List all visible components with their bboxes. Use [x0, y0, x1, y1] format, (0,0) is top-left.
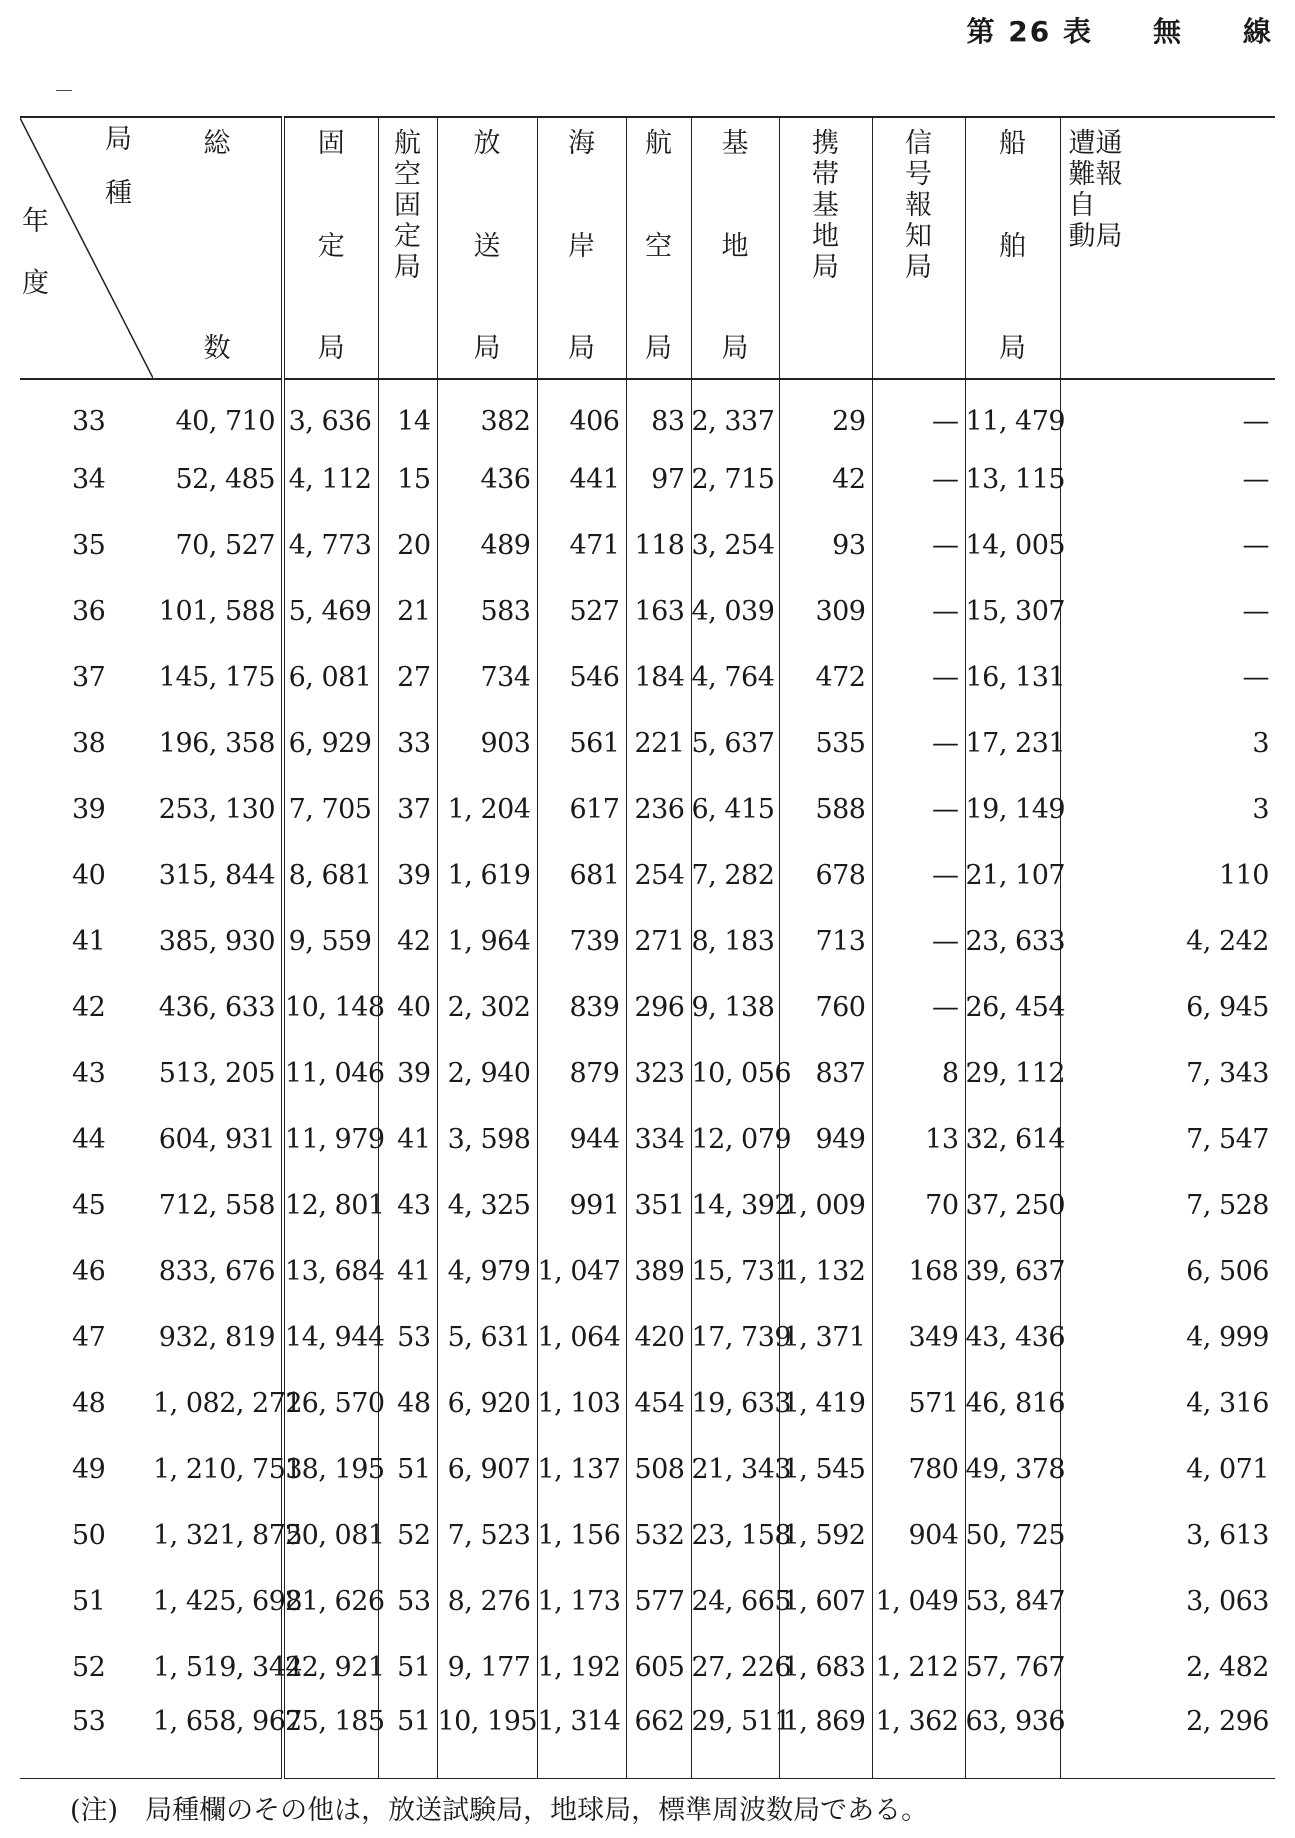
value-cell: 6, 081: [283, 644, 378, 710]
value-cell: 70, 527: [175, 529, 275, 561]
value-cell: —: [1060, 578, 1275, 644]
value-cell: 41: [378, 1238, 437, 1304]
value-cell: 1, 362: [872, 1700, 965, 1779]
col-header-signal-report: 信 号 報 知 局: [872, 117, 965, 379]
value-cell: 51: [378, 1634, 437, 1700]
value-cell: 12, 079: [691, 1106, 779, 1172]
value-cell: 19, 633: [691, 1370, 779, 1436]
corner-label-year: 年: [22, 206, 49, 237]
value-cell: 5, 469: [283, 578, 378, 644]
table-row: [20, 1634, 1275, 1700]
value-cell: 48: [378, 1370, 437, 1436]
value-cell: 577: [626, 1568, 691, 1634]
value-cell: 3: [1060, 710, 1275, 776]
value-cell: 1, 683: [779, 1634, 872, 1700]
value-cell: 605: [626, 1634, 691, 1700]
value-cell: 50, 725: [965, 1502, 1060, 1568]
value-cell: 4, 999: [1060, 1304, 1275, 1370]
value-cell: 101, 588: [158, 595, 275, 627]
year-cell: 37: [72, 661, 106, 693]
year-cell: 44: [72, 1123, 106, 1155]
value-cell: 42: [779, 446, 872, 512]
value-cell: 1, 192: [537, 1634, 626, 1700]
value-cell: —: [872, 974, 965, 1040]
col-header-distress-auto: 遭通 難報 自 動局: [1060, 117, 1275, 379]
value-cell: 2, 296: [1060, 1700, 1275, 1779]
year-cell: 43: [72, 1057, 106, 1089]
value-cell: 14, 944: [283, 1304, 378, 1370]
value-cell: 315, 844: [158, 859, 275, 891]
value-cell: 21: [378, 578, 437, 644]
value-cell: 10, 056: [691, 1040, 779, 1106]
value-cell: 21, 343: [691, 1436, 779, 1502]
value-cell: 1, 132: [779, 1238, 872, 1304]
value-cell: 7, 343: [1060, 1040, 1275, 1106]
corner-label-type: 種: [105, 178, 132, 209]
table-row: [20, 446, 1275, 512]
value-cell: 837: [779, 1040, 872, 1106]
value-cell: 1, 212: [872, 1634, 965, 1700]
year-cell: 41: [72, 925, 106, 957]
value-cell: 8, 183: [691, 908, 779, 974]
col-header-ship: 船 舶 局: [965, 117, 1060, 379]
value-cell: 4, 071: [1060, 1436, 1275, 1502]
value-cell: 1, 425, 698: [153, 1585, 303, 1617]
value-cell: 1, 210, 753: [153, 1453, 303, 1485]
value-cell: 1, 314: [537, 1700, 626, 1779]
table-row: [20, 1502, 1275, 1568]
value-cell: 739: [537, 908, 626, 974]
table-row: [20, 644, 1275, 710]
value-cell: 1, 658, 967: [153, 1706, 303, 1737]
value-cell: 15, 307: [965, 578, 1060, 644]
table-body: [20, 379, 1275, 1779]
diagonal-divider: [20, 118, 153, 378]
value-cell: 16, 131: [965, 644, 1060, 710]
value-cell: 52, 485: [175, 463, 275, 495]
value-cell: 53: [378, 1568, 437, 1634]
value-cell: 546: [537, 644, 626, 710]
value-cell: —: [1060, 644, 1275, 710]
value-cell: —: [872, 644, 965, 710]
value-cell: 3, 636: [283, 379, 378, 446]
year-cell: 39: [72, 793, 106, 825]
value-cell: 37: [378, 776, 437, 842]
value-cell: 2, 337: [691, 379, 779, 446]
value-cell: 1, 545: [779, 1436, 872, 1502]
value-cell: 40: [378, 974, 437, 1040]
value-cell: 932, 819: [158, 1321, 275, 1353]
value-cell: 1, 619: [437, 842, 537, 908]
year-cell: 33: [72, 405, 106, 437]
year-cell: 36: [72, 595, 106, 627]
value-cell: 39, 637: [965, 1238, 1060, 1304]
table-row: [20, 578, 1275, 644]
value-cell: 588: [779, 776, 872, 842]
table-row: [20, 1106, 1275, 1172]
year-cell: 38: [72, 727, 106, 759]
value-cell: 221: [626, 710, 691, 776]
value-cell: 110: [1060, 842, 1275, 908]
year-cell: 40: [72, 859, 106, 891]
value-cell: 583: [437, 578, 537, 644]
value-cell: —: [1060, 446, 1275, 512]
value-cell: 184: [626, 644, 691, 710]
value-cell: 7, 282: [691, 842, 779, 908]
value-cell: 604, 931: [158, 1123, 275, 1155]
value-cell: 1, 607: [779, 1568, 872, 1634]
value-cell: 11, 046: [283, 1040, 378, 1106]
value-cell: 29: [779, 379, 872, 446]
value-cell: 454: [626, 1370, 691, 1436]
value-cell: 21, 626: [283, 1568, 378, 1634]
value-cell: 4, 039: [691, 578, 779, 644]
year-cell: 52: [72, 1651, 106, 1683]
value-cell: 42: [378, 908, 437, 974]
value-cell: —: [1060, 512, 1275, 578]
value-cell: 49, 378: [965, 1436, 1060, 1502]
value-cell: 6, 920: [437, 1370, 537, 1436]
value-cell: 508: [626, 1436, 691, 1502]
value-cell: 323: [626, 1040, 691, 1106]
value-cell: —: [872, 776, 965, 842]
value-cell: 4, 979: [437, 1238, 537, 1304]
value-cell: 63, 936: [965, 1700, 1060, 1779]
value-cell: 271: [626, 908, 691, 974]
col-header-aeronautical-fixed: 航 空 固 定 局: [378, 117, 437, 379]
value-cell: 29, 511: [691, 1700, 779, 1779]
value-cell: 40, 710: [175, 405, 275, 437]
value-cell: 5, 631: [437, 1304, 537, 1370]
value-cell: 145, 175: [158, 661, 275, 693]
year-cell: 51: [72, 1585, 106, 1617]
value-cell: 29, 112: [965, 1040, 1060, 1106]
value-cell: 27, 226: [691, 1634, 779, 1700]
value-cell: 1, 204: [437, 776, 537, 842]
value-cell: 904: [872, 1502, 965, 1568]
value-cell: 23, 633: [965, 908, 1060, 974]
value-cell: 168: [872, 1238, 965, 1304]
value-cell: 780: [872, 1436, 965, 1502]
value-cell: 949: [779, 1106, 872, 1172]
value-cell: 12, 801: [283, 1172, 378, 1238]
corner-label-fiscal: 度: [22, 268, 49, 299]
col-header-total: 総 数: [203, 128, 231, 364]
value-cell: 681: [537, 842, 626, 908]
value-cell: 236: [626, 776, 691, 842]
value-cell: 420: [626, 1304, 691, 1370]
value-cell: 678: [779, 842, 872, 908]
value-cell: 2, 715: [691, 446, 779, 512]
value-cell: 5, 637: [691, 710, 779, 776]
value-cell: 70: [872, 1172, 965, 1238]
value-cell: —: [872, 908, 965, 974]
value-cell: 561: [537, 710, 626, 776]
value-cell: 309: [779, 578, 872, 644]
value-cell: 1, 519, 344: [153, 1651, 303, 1683]
corner-header: [20, 117, 153, 379]
year-cell: 53: [72, 1706, 106, 1737]
value-cell: 39: [378, 842, 437, 908]
table-row: [20, 1304, 1275, 1370]
corner-label-station: 局: [105, 124, 132, 155]
value-cell: 7, 705: [283, 776, 378, 842]
value-cell: 43: [378, 1172, 437, 1238]
col-header-coast: 海 岸 局: [537, 117, 626, 379]
margin-mark: [56, 90, 72, 91]
value-cell: 2, 482: [1060, 1634, 1275, 1700]
value-cell: 734: [437, 644, 537, 710]
radio-stations-table: [20, 116, 1275, 1779]
value-cell: 6, 907: [437, 1436, 537, 1502]
value-cell: 46, 816: [965, 1370, 1060, 1436]
value-cell: 879: [537, 1040, 626, 1106]
year-cell: 50: [72, 1519, 106, 1551]
value-cell: 51: [378, 1436, 437, 1502]
value-cell: —: [872, 842, 965, 908]
value-cell: 10, 195: [437, 1700, 537, 1779]
value-cell: 527: [537, 578, 626, 644]
value-cell: 25, 185: [283, 1700, 378, 1779]
value-cell: 2, 940: [437, 1040, 537, 1106]
value-cell: 14, 392: [691, 1172, 779, 1238]
value-cell: 1, 964: [437, 908, 537, 974]
value-cell: 254: [626, 842, 691, 908]
value-cell: 20: [378, 512, 437, 578]
table-row: [20, 842, 1275, 908]
value-cell: 51: [378, 1700, 437, 1779]
table-row: [20, 1700, 1275, 1779]
value-cell: 1, 419: [779, 1370, 872, 1436]
value-cell: 2, 302: [437, 974, 537, 1040]
value-cell: 1, 156: [537, 1502, 626, 1568]
table-row: [20, 974, 1275, 1040]
value-cell: 349: [872, 1304, 965, 1370]
table-row: [20, 1436, 1275, 1502]
value-cell: 3, 254: [691, 512, 779, 578]
value-cell: 382: [437, 379, 537, 446]
value-cell: 1, 321, 875: [153, 1519, 303, 1551]
value-cell: 1, 869: [779, 1700, 872, 1779]
year-cell: 47: [72, 1321, 106, 1353]
value-cell: 1, 009: [779, 1172, 872, 1238]
table-row: [20, 776, 1275, 842]
value-cell: —: [872, 379, 965, 446]
table-row: [20, 1238, 1275, 1304]
value-cell: 351: [626, 1172, 691, 1238]
year-cell: 35: [72, 529, 106, 561]
value-cell: 662: [626, 1700, 691, 1779]
value-cell: 20, 081: [283, 1502, 378, 1568]
value-cell: 33: [378, 710, 437, 776]
value-cell: 839: [537, 974, 626, 1040]
table-row: [20, 1568, 1275, 1634]
value-cell: 3: [1060, 776, 1275, 842]
value-cell: 24, 665: [691, 1568, 779, 1634]
value-cell: 833, 676: [158, 1255, 275, 1287]
value-cell: 406: [537, 379, 626, 446]
col-header-fixed: 固 定 局: [283, 117, 378, 379]
value-cell: 118: [626, 512, 691, 578]
table-row: [20, 512, 1275, 578]
table-row: [20, 1370, 1275, 1436]
value-cell: 8: [872, 1040, 965, 1106]
value-cell: 32, 614: [965, 1106, 1060, 1172]
year-cell: 34: [72, 463, 106, 495]
value-cell: 1, 371: [779, 1304, 872, 1370]
value-cell: 196, 358: [158, 727, 275, 759]
value-cell: 18, 195: [283, 1436, 378, 1502]
value-cell: 4, 325: [437, 1172, 537, 1238]
value-cell: 4, 764: [691, 644, 779, 710]
value-cell: 4, 112: [283, 446, 378, 512]
value-cell: 19, 149: [965, 776, 1060, 842]
value-cell: 15: [378, 446, 437, 512]
value-cell: 6, 415: [691, 776, 779, 842]
value-cell: 471: [537, 512, 626, 578]
value-cell: 9, 177: [437, 1634, 537, 1700]
value-cell: 334: [626, 1106, 691, 1172]
value-cell: 532: [626, 1502, 691, 1568]
value-cell: 991: [537, 1172, 626, 1238]
value-cell: 23, 158: [691, 1502, 779, 1568]
value-cell: 7, 528: [1060, 1172, 1275, 1238]
value-cell: 15, 731: [691, 1238, 779, 1304]
value-cell: 16, 570: [283, 1370, 378, 1436]
value-cell: 4, 773: [283, 512, 378, 578]
value-cell: 13, 115: [965, 446, 1060, 512]
value-cell: 13, 684: [283, 1238, 378, 1304]
value-cell: 97: [626, 446, 691, 512]
footnote: (注) 局種欄のその他は，放送試験局，地球局，標準周波数局である。: [70, 1795, 929, 1826]
value-cell: 39: [378, 1040, 437, 1106]
value-cell: 11, 979: [283, 1106, 378, 1172]
value-cell: 22, 921: [283, 1634, 378, 1700]
value-cell: 1, 137: [537, 1436, 626, 1502]
value-cell: 1, 082, 272: [153, 1387, 303, 1419]
col-header-broadcast: 放 送 局: [437, 117, 537, 379]
value-cell: 1, 047: [537, 1238, 626, 1304]
table-row: [20, 379, 1275, 446]
value-cell: 6, 945: [1060, 974, 1275, 1040]
value-cell: 436, 633: [158, 991, 275, 1023]
value-cell: 571: [872, 1370, 965, 1436]
value-cell: 1, 064: [537, 1304, 626, 1370]
table-row: [20, 710, 1275, 776]
value-cell: 11, 479: [965, 379, 1060, 446]
value-cell: —: [1060, 379, 1275, 446]
value-cell: 1, 103: [537, 1370, 626, 1436]
value-cell: 4, 242: [1060, 908, 1275, 974]
year-cell: 45: [72, 1189, 106, 1221]
value-cell: 8, 681: [283, 842, 378, 908]
value-cell: 944: [537, 1106, 626, 1172]
value-cell: 17, 739: [691, 1304, 779, 1370]
value-cell: 3, 598: [437, 1106, 537, 1172]
value-cell: 14, 005: [965, 512, 1060, 578]
value-cell: 1, 592: [779, 1502, 872, 1568]
value-cell: 41: [378, 1106, 437, 1172]
value-cell: 8, 276: [437, 1568, 537, 1634]
value-cell: 760: [779, 974, 872, 1040]
value-cell: —: [872, 578, 965, 644]
value-cell: —: [872, 512, 965, 578]
value-cell: 14: [378, 379, 437, 446]
value-cell: 27: [378, 644, 437, 710]
col-header-portable-base: 携 帯 基 地 局: [779, 117, 872, 379]
value-cell: 37, 250: [965, 1172, 1060, 1238]
table-row: [20, 1172, 1275, 1238]
year-cell: 48: [72, 1387, 106, 1419]
value-cell: 389: [626, 1238, 691, 1304]
value-cell: —: [872, 710, 965, 776]
col-header-base: 基 地 局: [691, 117, 779, 379]
table-row: [20, 908, 1275, 974]
value-cell: 535: [779, 710, 872, 776]
col-header-aeronautical: 航 空 局: [626, 117, 691, 379]
value-cell: 6, 506: [1060, 1238, 1275, 1304]
value-cell: 3, 063: [1060, 1568, 1275, 1634]
value-cell: 472: [779, 644, 872, 710]
value-cell: 617: [537, 776, 626, 842]
value-cell: 513, 205: [158, 1057, 275, 1089]
table-title: 第 26 表 無 線: [966, 15, 1273, 48]
value-cell: 83: [626, 379, 691, 446]
value-cell: 6, 929: [283, 710, 378, 776]
value-cell: 21, 107: [965, 842, 1060, 908]
value-cell: 53, 847: [965, 1568, 1060, 1634]
value-cell: —: [872, 446, 965, 512]
value-cell: 1, 049: [872, 1568, 965, 1634]
year-cell: 49: [72, 1453, 106, 1485]
value-cell: 441: [537, 446, 626, 512]
value-cell: 10, 148: [283, 974, 378, 1040]
value-cell: 385, 930: [158, 925, 275, 957]
value-cell: 26, 454: [965, 974, 1060, 1040]
value-cell: 489: [437, 512, 537, 578]
year-cell: 42: [72, 991, 106, 1023]
value-cell: 53: [378, 1304, 437, 1370]
value-cell: 7, 523: [437, 1502, 537, 1568]
value-cell: 17, 231: [965, 710, 1060, 776]
value-cell: 436: [437, 446, 537, 512]
value-cell: 43, 436: [965, 1304, 1060, 1370]
value-cell: 52: [378, 1502, 437, 1568]
value-cell: 296: [626, 974, 691, 1040]
value-cell: 93: [779, 512, 872, 578]
value-cell: 712, 558: [158, 1189, 275, 1221]
value-cell: 1, 173: [537, 1568, 626, 1634]
value-cell: 903: [437, 710, 537, 776]
value-cell: 9, 138: [691, 974, 779, 1040]
value-cell: 253, 130: [158, 793, 275, 825]
value-cell: 13: [872, 1106, 965, 1172]
header-row: [20, 117, 1275, 379]
value-cell: 7, 547: [1060, 1106, 1275, 1172]
value-cell: 713: [779, 908, 872, 974]
year-cell: 46: [72, 1255, 106, 1287]
value-cell: 9, 559: [283, 908, 378, 974]
value-cell: 4, 316: [1060, 1370, 1275, 1436]
value-cell: 3, 613: [1060, 1502, 1275, 1568]
table-row: [20, 1040, 1275, 1106]
value-cell: 57, 767: [965, 1634, 1060, 1700]
value-cell: 163: [626, 578, 691, 644]
